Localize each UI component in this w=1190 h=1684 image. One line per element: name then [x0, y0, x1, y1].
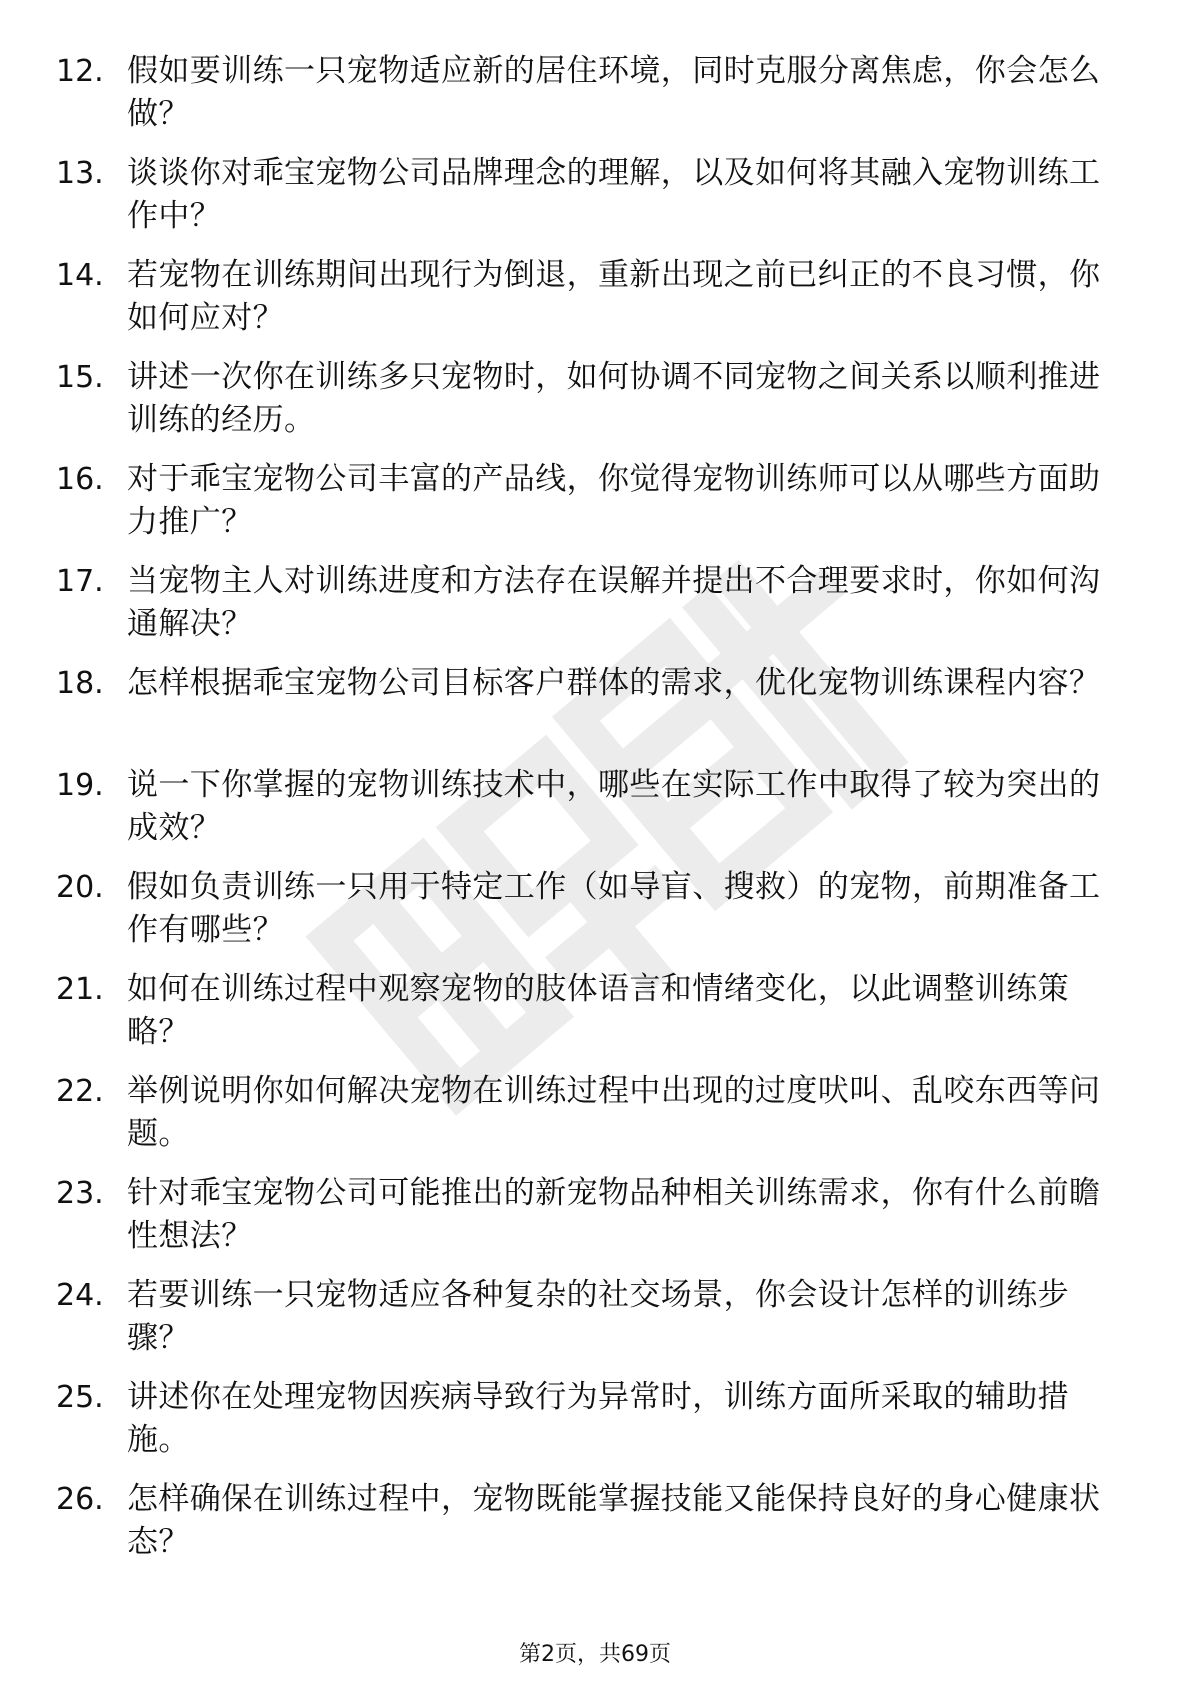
question-item [0, 458, 1190, 544]
question-text: 当宠物主人对训练进度和方法存在误解并提出不合理要求时，你如何沟通解决？ [127, 563, 1101, 642]
question-number: 17. [56, 564, 104, 599]
question-text: 若要训练一只宠物适应各种复杂的社交场景，你会设计怎样的训练步骤？ [127, 1277, 1069, 1356]
question-item [0, 1172, 1190, 1258]
page-number-label: 第2页，共69页 [519, 1642, 671, 1667]
question-text: 讲述一次你在训练多只宠物时，如何协调不同宠物之间关系以顺利推进训练的经历。 [127, 359, 1101, 438]
question-item [0, 1274, 1190, 1360]
question-text: 如何在训练过程中观察宠物的肢体语言和情绪变化，以此调整训练策略？ [127, 971, 1069, 1050]
question-number: 25. [56, 1380, 104, 1415]
question-number: 12. [56, 54, 104, 89]
question-number: 21. [56, 972, 104, 1007]
question-item [0, 560, 1190, 646]
question-text: 举例说明你如何解决宠物在训练过程中出现的过度吠叫、乱咬东西等问题。 [127, 1073, 1101, 1152]
question-text: 怎样根据乖宝宠物公司目标客户群体的需求，优化宠物训练课程内容？ [127, 665, 1101, 701]
question-text: 假如负责训练一只用于特定工作（如导盲、搜救）的宠物，前期准备工作有哪些？ [127, 869, 1101, 948]
question-text: 怎样确保在训练过程中，宠物既能掌握技能又能保持良好的身心健康状态？ [127, 1481, 1101, 1560]
question-item [0, 1376, 1190, 1462]
question-number: 18. [56, 666, 104, 701]
question-number: 14. [56, 258, 104, 293]
question-item [0, 1070, 1190, 1156]
question-item [0, 254, 1190, 340]
question-text: 谈谈你对乖宝宠物公司品牌理念的理解，以及如何将其融入宠物训练工作中？ [127, 155, 1101, 234]
question-number: 23. [56, 1176, 104, 1211]
question-number: 16. [56, 462, 104, 497]
question-item [0, 356, 1190, 442]
question-number: 26. [56, 1482, 104, 1517]
question-number: 24. [56, 1278, 104, 1313]
question-text: 针对乖宝宠物公司可能推出的新宠物品种相关训练需求，你有什么前瞻性想法？ [127, 1175, 1101, 1254]
question-item [0, 1478, 1190, 1564]
page-footer [0, 1640, 1190, 1670]
question-item [0, 50, 1190, 136]
question-item [0, 866, 1190, 952]
question-text: 对于乖宝宠物公司丰富的产品线，你觉得宠物训练师可以从哪些方面助力推广？ [127, 461, 1101, 540]
question-text: 讲述你在处理宠物因疾病导致行为异常时，训练方面所采取的辅助措施。 [127, 1379, 1069, 1458]
question-item [0, 152, 1190, 238]
question-number: 13. [56, 156, 104, 191]
question-list [0, 50, 1190, 1580]
question-number: 15. [56, 360, 104, 395]
question-number: 22. [56, 1074, 104, 1109]
question-number: 20. [56, 870, 104, 905]
question-number: 19. [56, 768, 104, 803]
question-text: 假如要训练一只宠物适应新的居住环境，同时克服分离焦虑，你会怎么做？ [127, 53, 1101, 132]
question-text: 若宠物在训练期间出现行为倒退，重新出现之前已纠正的不良习惯，你如何应对？ [127, 257, 1101, 336]
question-item [0, 764, 1190, 850]
question-item [0, 662, 1190, 748]
question-text: 说一下你掌握的宠物训练技术中，哪些在实际工作中取得了较为突出的成效？ [127, 767, 1101, 846]
question-item [0, 968, 1190, 1054]
